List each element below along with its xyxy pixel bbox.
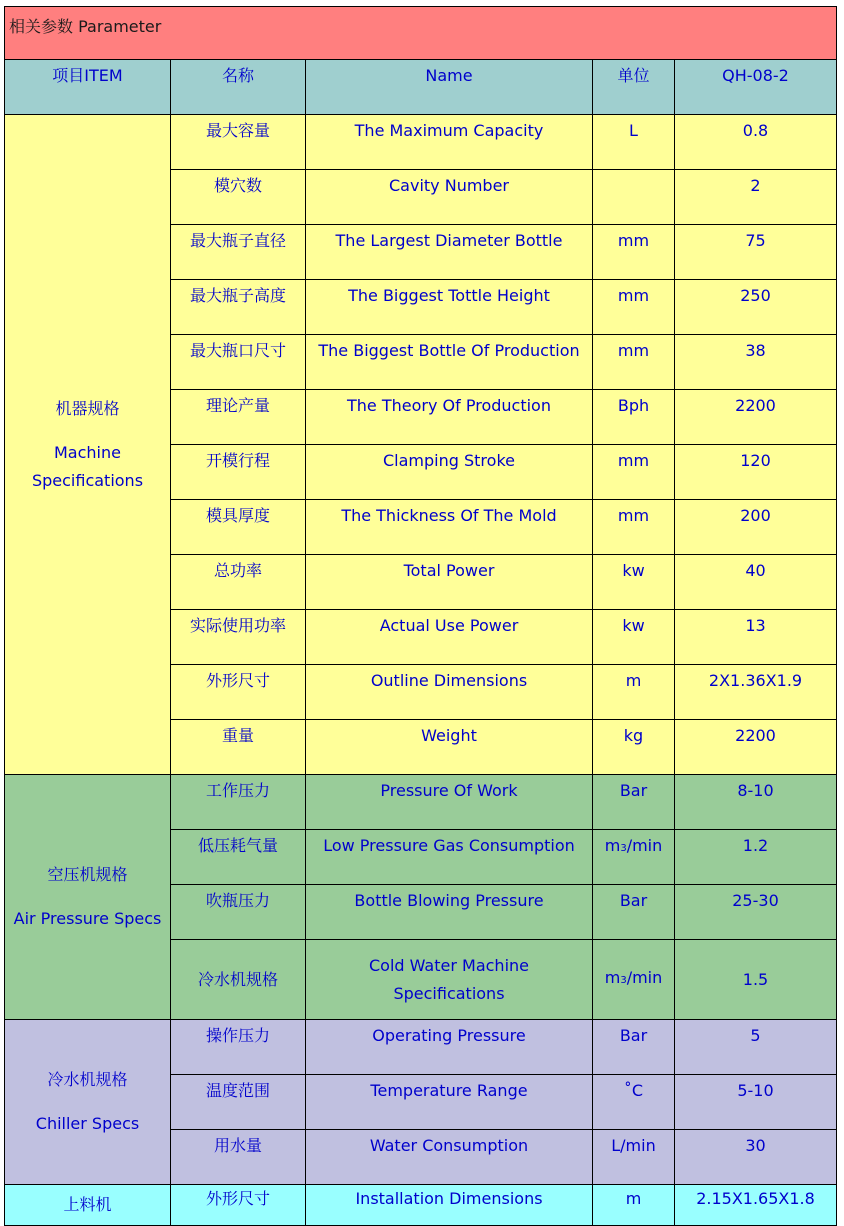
cell-value: 30 (675, 1130, 837, 1185)
cell-en: The Maximum Capacity (306, 115, 593, 170)
parameter-table (4, 6, 837, 1226)
cell-cn: 总功率 (171, 555, 306, 610)
cell-value: 2X1.36X1.9 (675, 665, 837, 720)
group-machine (5, 115, 171, 775)
table-row (5, 775, 837, 830)
cell-value: 5-10 (675, 1075, 837, 1130)
cell-unit: m (593, 665, 675, 720)
cell-value: 2200 (675, 390, 837, 445)
cell-en: The Biggest Bottle Of Production (306, 335, 593, 390)
cell-cn: 吹瓶压力 (171, 885, 306, 940)
cell-en: The Thickness Of The Mold (306, 500, 593, 555)
cell-value: 1.5 (675, 940, 837, 1020)
table-title: 相关参数 Parameter (5, 7, 837, 60)
cell-cn: 理论产量 (171, 390, 306, 445)
cell-value: 5 (675, 1020, 837, 1075)
cell-cn: 重量 (171, 720, 306, 775)
cell-en: The Theory Of Production (306, 390, 593, 445)
cell-unit (593, 170, 675, 225)
cell-cn: 操作压力 (171, 1020, 306, 1075)
cell-unit: m (593, 1185, 675, 1226)
cell-cn: 模穴数 (171, 170, 306, 225)
cell-cn: 冷水机规格 (171, 940, 306, 1020)
cell-value: 38 (675, 335, 837, 390)
group-cn: 冷水机规格 (47, 1070, 128, 1089)
cell-unit: L/min (593, 1130, 675, 1185)
cell-en: Weight (306, 720, 593, 775)
cell-unit: m3/min (593, 830, 675, 885)
cell-unit: Bar (593, 775, 675, 830)
cell-unit: mm (593, 500, 675, 555)
cell-value: 13 (675, 610, 837, 665)
cell-en: Temperature Range (306, 1075, 593, 1130)
cell-value: 75 (675, 225, 837, 280)
cell-value: 25-30 (675, 885, 837, 940)
table-row (5, 115, 837, 170)
cell-value: 2.15X1.65X1.8 (675, 1185, 837, 1226)
cell-cn: 低压耗气量 (171, 830, 306, 885)
cell-en: Water Consumption (306, 1130, 593, 1185)
cell-value: 2 (675, 170, 837, 225)
cell-cn: 最大瓶子高度 (171, 280, 306, 335)
table-row (5, 1020, 837, 1075)
header-item: 项目ITEM (5, 60, 171, 115)
cell-unit: mm (593, 335, 675, 390)
cell-value: 250 (675, 280, 837, 335)
cell-cn: 外形尺寸 (171, 1185, 306, 1226)
cell-en: Outline Dimensions (306, 665, 593, 720)
group-cn: 空压机规格 (47, 865, 128, 884)
group-air (5, 775, 171, 1020)
group-chiller (5, 1020, 171, 1185)
cell-unit: kw (593, 610, 675, 665)
group-en: Machine Specifications (31, 442, 144, 490)
cell-value: 120 (675, 445, 837, 500)
cell-value: 40 (675, 555, 837, 610)
cell-cn: 最大瓶子直径 (171, 225, 306, 280)
cell-cn: 工作压力 (171, 775, 306, 830)
cell-cn: 温度范围 (171, 1075, 306, 1130)
cell-en: Operating Pressure (306, 1020, 593, 1075)
cell-unit: Bar (593, 1020, 675, 1075)
cell-unit: Bph (593, 390, 675, 445)
header-model: QH-08-2 (675, 60, 837, 115)
cell-en: Cold Water Machine Specifications (306, 940, 593, 1020)
cell-unit: mm (593, 445, 675, 500)
cell-cn: 外形尺寸 (171, 665, 306, 720)
group-loader: 上料机 (5, 1185, 171, 1226)
group-cn: 机器规格 (55, 398, 120, 418)
cell-cn: 用水量 (171, 1130, 306, 1185)
cell-cn: 最大容量 (171, 115, 306, 170)
cell-unit: Bar (593, 885, 675, 940)
cell-en: Clamping Stroke (306, 445, 593, 500)
header-name: Name (306, 60, 593, 115)
cell-en: Actual Use Power (306, 610, 593, 665)
header-unit: 单位 (593, 60, 675, 115)
cell-unit: ˚C (593, 1075, 675, 1130)
cell-en: The Biggest Tottle Height (306, 280, 593, 335)
cell-en: Bottle Blowing Pressure (306, 885, 593, 940)
cell-unit: kg (593, 720, 675, 775)
cell-en: Low Pressure Gas Consumption (306, 830, 593, 885)
cell-value: 1.2 (675, 830, 837, 885)
cell-cn: 最大瓶口尺寸 (171, 335, 306, 390)
cell-unit: L (593, 115, 675, 170)
cell-value: 8-10 (675, 775, 837, 830)
table-row (5, 1185, 837, 1226)
cell-unit: mm (593, 225, 675, 280)
header-cn-name: 名称 (171, 60, 306, 115)
group-en: Air Pressure Specs (13, 909, 162, 928)
cell-cn: 开模行程 (171, 445, 306, 500)
cell-cn: 实际使用功率 (171, 610, 306, 665)
cell-en: Cavity Number (306, 170, 593, 225)
group-en: Chiller Specs (35, 1114, 140, 1133)
cell-value: 0.8 (675, 115, 837, 170)
cell-en: Installation Dimensions (306, 1185, 593, 1226)
cell-value: 200 (675, 500, 837, 555)
cell-value: 2200 (675, 720, 837, 775)
cell-unit: kw (593, 555, 675, 610)
cell-unit: mm (593, 280, 675, 335)
cell-en: Total Power (306, 555, 593, 610)
cell-cn: 模具厚度 (171, 500, 306, 555)
header-row (5, 60, 837, 115)
cell-unit: m3/min (593, 940, 675, 1020)
cell-en: The Largest Diameter Bottle (306, 225, 593, 280)
cell-en: Pressure Of Work (306, 775, 593, 830)
